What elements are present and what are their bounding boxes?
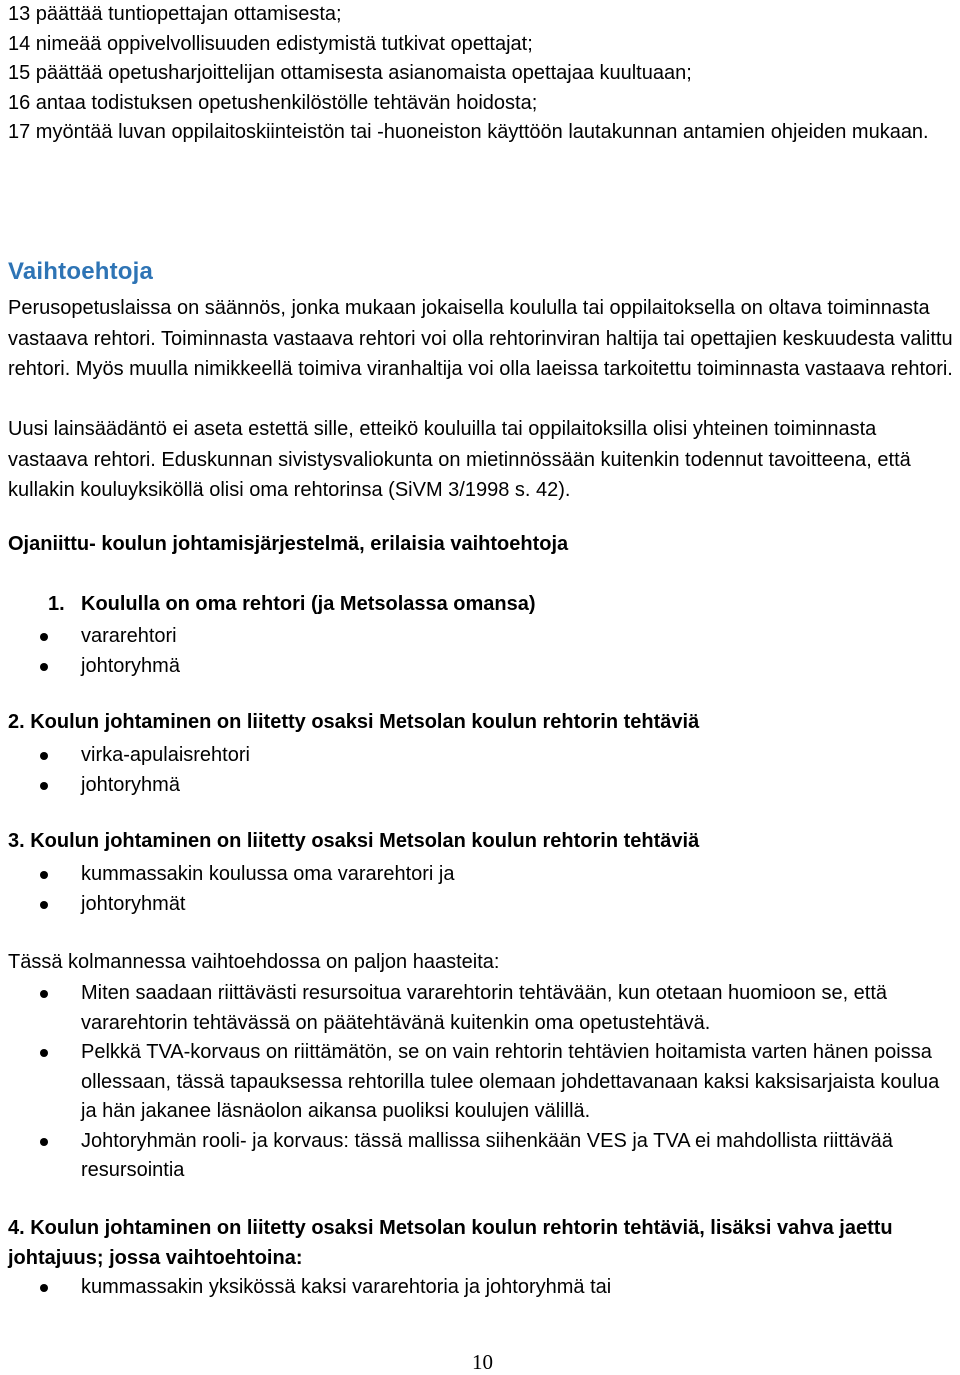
list-item: johtoryhmä (8, 652, 953, 682)
list-item: 17 myöntää luvan oppilaitoskiinteistön tai -huoneiston käyttöön lautakunnan antamien ohjeiden mukaan. (8, 121, 929, 143)
option-1-title (48, 593, 536, 616)
paragraph-legislation: Uusi lainsäädäntö ei aseta estettä sille, etteikö kouluilla tai oppilaitoksilla olisi yhteinen toiminnasta vastaava rehtori. Eduskunnan sivistysvaliokunta on mietinnössään kuitenkin todennut tavoitteena, että kullakin kouluyksiköllä olisi oma rehtorinsa (SiVM 3/1998 s. 42). (8, 418, 911, 501)
option-3-bullets (8, 860, 953, 919)
option-title-text: Koululla on oma rehtori (ja Metsolassa omansa) (81, 593, 536, 615)
list-item: Johtoryhmän rooli- ja korvaus: tässä mallissa siihenkään VES ja TVA ei mahdollista riittävää resursointia (8, 1127, 953, 1186)
bullet-icon (40, 782, 48, 790)
list-item: 13 päättää tuntiopettajan ottamisesta; (8, 3, 342, 25)
bullet-icon (40, 871, 48, 879)
bullet-icon (40, 901, 48, 909)
list-item: Pelkkä TVA-korvaus on riittämätön, se on vain rehtorin tehtävien hoitamista varten hänen poissa ollessaan, tässä tapauksessa rehtorilla tulee olemaan johdettavanaan kaksi kaksisarjaista koulua ja hän jakanee läsnäolon aikansa puoliksi koulujen välillä. (8, 1038, 953, 1127)
page-number: 10 (472, 1350, 493, 1374)
option-2-title: 2. Koulun johtaminen on liitetty osaksi Metsolan koulun rehtorin tehtäviä (8, 711, 700, 733)
section-heading: Vaihtoehtoja (8, 258, 154, 285)
paragraph-law: Perusopetuslaissa on säännös, jonka mukaan jokaisella koululla tai oppilaitoksella on oltava toiminnasta vastaava rehtori. Toiminnasta vastaava rehtori voi olla rehtorinviran haltija tai opettajien keskuudesta valittu rehtori. Myös muulla nimikkeellä toimiva viranhaltija voi olla laeissa tarkoitettu toiminnasta vastaava rehtori. (8, 297, 953, 380)
list-item: 15 päättää opetusharjoittelijan ottamisesta asianomaista opettajaa kuultuaan; (8, 62, 692, 84)
list-item: vararehtori (8, 622, 953, 652)
list-item: 16 antaa todistuksen opetushenkilöstölle tehtävän hoidosta; (8, 91, 538, 114)
bullet-icon (40, 663, 48, 671)
bullet-icon (40, 752, 48, 760)
list-item: johtoryhmät (8, 890, 953, 920)
option-4-title: 4. Koulun johtaminen on liitetty osaksi Metsolan koulun rehtorin tehtäviä, lisäksi vahva jaettu johtajuus; jossa vaihtoehtoina: (8, 1217, 893, 1269)
bullet-icon (40, 1284, 48, 1292)
list-item: 14 nimeää oppivelvollisuuden edistymistä tutkivat opettajat; (8, 32, 533, 55)
list-item: kummassakin yksikössä kaksi vararehtoria ja johtoryhmä tai (8, 1273, 953, 1303)
option-1-bullets (8, 622, 953, 681)
bullet-icon (40, 633, 48, 641)
challenges-intro: Tässä kolmannessa vaihtoehdossa on paljon haasteita: (8, 951, 500, 973)
alternatives-heading: Ojaniittu- koulun johtamisjärjestelmä, erilaisia vaihtoehtoja (8, 533, 569, 555)
bullet-icon (40, 990, 48, 998)
bullet-icon (40, 1138, 48, 1146)
challenges-list (8, 979, 953, 1186)
option-number: 1. (48, 593, 65, 615)
list-item: kummassakin koulussa oma vararehtori ja (8, 860, 953, 890)
option-2-bullets (8, 741, 953, 800)
bullet-icon (40, 1049, 48, 1057)
list-item: Miten saadaan riittävästi resursoitua vararehtorin tehtävään, kun otetaan huomioon se, että vararehtorin tehtävässä on päätehtävänä kuitenkin oma opetustehtävä. (8, 979, 953, 1038)
option-4-bullets (8, 1273, 953, 1303)
list-item: johtoryhmä (8, 771, 953, 801)
list-item: virka-apulaisrehtori (8, 741, 953, 771)
option-3-title: 3. Koulun johtaminen on liitetty osaksi Metsolan koulun rehtorin tehtäviä (8, 830, 700, 852)
duty-list (8, 0, 948, 148)
